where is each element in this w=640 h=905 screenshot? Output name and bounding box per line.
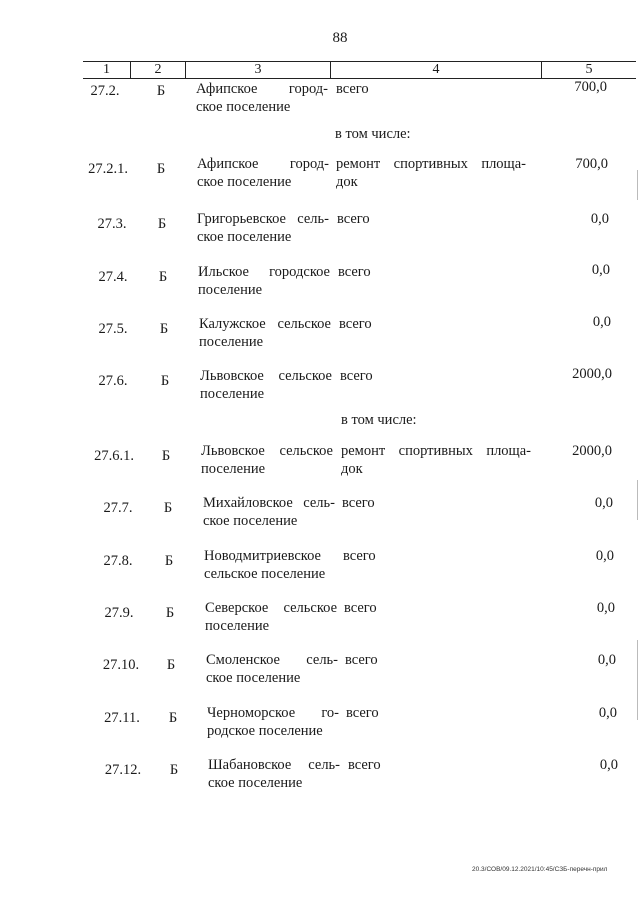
header-col-4: 4 [432,62,440,77]
row-value: 0,0 [596,600,615,616]
row-category: Б [161,448,171,464]
description-line2: док [336,174,358,190]
row-value: 0,0 [590,211,609,227]
description-line1: всего [345,652,378,668]
row-number: 27.6. [98,373,128,389]
row-number: 27.9. [104,605,134,621]
description-line1: всего [336,81,369,97]
settlement-name [199,315,331,351]
description-line1: всего [342,495,375,511]
description-line1: всего [339,316,372,332]
settlement-name [208,756,340,792]
settlement-name-line2: поселение [200,386,265,402]
row-value: 2000,0 [572,366,612,382]
settlement-name-line1: Новодмитриевское [204,548,321,564]
row-description [346,704,536,722]
description-line1: всего [340,368,373,384]
row-value: 0,0 [592,314,611,330]
settlement-name-line1: Афипское город- [197,156,329,172]
row-description [345,651,535,669]
settlement-name [200,367,332,403]
settlement-name-line2: сельское поселение [204,566,326,582]
settlement-name-line2: родское поселение [207,723,323,739]
settlement-name-line2: поселение [201,461,266,477]
row-number: 27.8. [103,553,133,569]
settlement-name [196,80,328,116]
row-category: Б [157,216,167,232]
settlement-name-line2: ское поселение [208,775,303,791]
description-line1: всего [344,600,377,616]
row-value: 2000,0 [572,443,612,459]
settlement-name-line2: ское поселение [197,174,292,190]
settlement-name-line1: Северское сельское [205,600,337,616]
row-number: 27.3. [97,216,127,232]
row-value: 700,0 [574,79,607,95]
settlement-name-line1: Львовское сельское [201,443,333,459]
description-line1: всего [343,548,376,564]
row-value: 0,0 [595,548,614,564]
settlement-name [201,442,333,478]
row-number: 27.10. [102,657,140,673]
row-number: 27.2. [90,83,120,99]
row-description [340,367,530,385]
header-col-5: 5 [585,62,593,77]
settlement-name [197,155,329,191]
header-col-2: 2 [154,62,162,77]
settlement-name-line2: поселение [198,282,263,298]
settlement-name-line2: ское поселение [203,513,298,529]
settlement-name-line2: ское поселение [197,229,292,245]
settlement-name [207,704,339,740]
settlement-name-line1: Калужское сельское [199,316,331,332]
row-description [336,155,526,191]
row-value: 0,0 [599,757,618,773]
settlement-name-line1: Смоленское сель- [206,652,338,668]
row-description [341,442,531,478]
row-value: 0,0 [597,652,616,668]
settlement-name-line2: поселение [205,618,270,634]
row-category: Б [159,321,169,337]
row-number: 27.2.1. [88,161,128,177]
description-line1: ремонт спортивных площа- [341,443,531,459]
settlement-name-line1: Григорьевское сель- [197,211,329,227]
settlement-name-line1: Афипское город- [196,81,328,97]
row-value: 0,0 [594,495,613,511]
settlement-name-line1: Михайловское сель- [203,495,335,511]
row-description [343,547,533,565]
settlement-name-line1: Черноморское го- [207,705,339,721]
settlement-name [197,210,329,246]
row-description [344,599,534,617]
table-header [83,61,636,79]
description-line1: всего [338,264,371,280]
scan-edge-mark [637,640,638,720]
settlement-name-line1: Шабановское сель- [208,757,340,773]
row-category: Б [160,373,170,389]
row-category: Б [168,710,178,726]
row-number: 27.11. [104,710,140,726]
row-number: 27.4. [98,269,128,285]
row-description [339,315,529,333]
row-category: Б [164,553,174,569]
settlement-name-line2: поселение [199,334,264,350]
row-value: 0,0 [591,262,610,278]
row-category: Б [158,269,168,285]
row-category: Б [166,657,176,673]
row-description [342,494,532,512]
description-line1: всего [348,757,381,773]
description-line1: всего [337,211,370,227]
settlement-name [205,599,337,635]
page-number: 88 [332,30,348,46]
row-value: 700,0 [575,156,608,172]
scan-edge-mark [637,170,638,200]
row-number: 27.5. [98,321,128,337]
settlement-name [206,651,338,687]
settlement-name-line1: Львовское сельское [200,368,332,384]
subheading-including: в том числе: [341,412,417,428]
row-category: Б [156,161,166,177]
row-category: Б [165,605,175,621]
header-col-3: 3 [254,62,262,77]
settlement-name-line2: ское поселение [196,99,291,115]
row-description [337,210,527,228]
subheading-including: в том числе: [335,126,411,142]
settlement-name-line2: ское поселение [206,670,301,686]
document-footer-code: 20.3/СОВ/09.12.2021/10:45/СЗБ-перечн-прил [472,866,608,873]
row-description [338,263,528,281]
row-category: Б [156,83,166,99]
settlement-name [198,263,330,299]
row-category: Б [169,762,179,778]
settlement-name [203,494,335,530]
settlement-name [204,547,336,583]
description-line1: ремонт спортивных площа- [336,156,526,172]
settlement-name-line1: Ильское городское [198,264,330,280]
description-line2: док [341,461,363,477]
row-description [336,80,526,98]
description-line1: всего [346,705,379,721]
row-value: 0,0 [598,705,617,721]
row-description [348,756,538,774]
scan-edge-mark [637,480,638,520]
row-number: 27.7. [103,500,133,516]
header-col-1: 1 [103,62,110,77]
row-number: 27.6.1. [94,448,134,464]
row-number: 27.12. [104,762,142,778]
row-category: Б [163,500,173,516]
